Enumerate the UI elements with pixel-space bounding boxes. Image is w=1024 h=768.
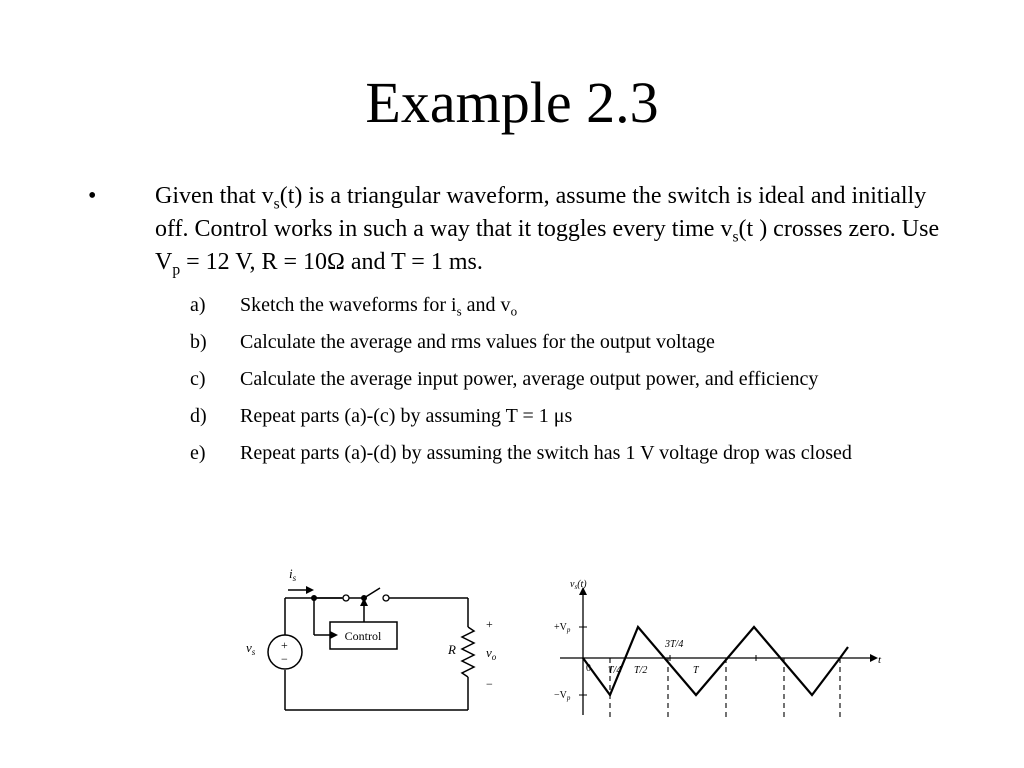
sub-item-text: Repeat parts (a)-(c) by assuming T = 1 μs xyxy=(240,405,573,427)
is-label: $i_s$ xyxy=(289,566,297,583)
tick-3t4: 3T/4 xyxy=(665,639,684,650)
sub-item-text: Calculate the average input power, average output power, and efficiency xyxy=(240,368,819,390)
sub-item-d xyxy=(190,401,910,431)
triangle-waveform xyxy=(583,627,848,695)
sub-item-label: b) xyxy=(190,331,207,353)
main-bullet xyxy=(88,180,948,279)
switch-terminal xyxy=(343,595,349,601)
sub-item-label: c) xyxy=(190,368,206,390)
source-minus: − xyxy=(281,652,288,666)
sub-item-label: d) xyxy=(190,405,207,427)
waveform-plot xyxy=(550,575,890,725)
is-arrow-head xyxy=(306,586,314,594)
tick-t4: T/4 xyxy=(608,665,622,676)
node-dot xyxy=(311,595,317,601)
control-label: Control xyxy=(344,629,382,643)
sub-item-label: a) xyxy=(190,294,206,316)
sub-item-e xyxy=(190,438,910,468)
sub-item-text: Calculate the average and rms values for the output voltage xyxy=(240,331,715,353)
sub-item-a xyxy=(190,290,910,320)
resistor-zigzag xyxy=(462,627,474,677)
circuit-diagram xyxy=(240,560,510,725)
vs-label: $v_s$ xyxy=(246,640,256,657)
out-minus: − xyxy=(486,677,493,691)
r-label: R xyxy=(448,642,456,657)
sub-item-c xyxy=(190,364,910,394)
vo-label: $v_o$ xyxy=(486,645,497,662)
y-axis-label: $v_s(t)$ xyxy=(570,579,587,591)
waveform-svg xyxy=(550,575,890,720)
sub-item-label: e) xyxy=(190,442,206,464)
switch-terminal xyxy=(383,595,389,601)
source-plus: + xyxy=(281,638,288,652)
vp-neg-label: $-V_p$ xyxy=(554,690,571,702)
tick-t: T xyxy=(693,665,699,676)
sub-item-list xyxy=(190,290,910,475)
tick-t2: T/2 xyxy=(634,665,648,676)
t-axis-label: t xyxy=(878,654,882,666)
out-plus: + xyxy=(486,617,493,631)
switch-pivot xyxy=(361,595,367,601)
main-bullet-text: Given that $v_s(t)$ is a triangular waveform, assume the switch is ideal and initially off. Control works in such a way that it toggles every time $v_s(t$ ) crosses zero. Use $V_p = 12$ V, R = 10Ω and T = 1 ms. xyxy=(155,183,940,279)
circuit-svg xyxy=(240,560,510,720)
sub-item-text: Repeat parts (a)-(d) by assuming the switch has 1 V voltage drop was closed xyxy=(240,442,852,464)
origin-label: 0 xyxy=(586,663,591,674)
vp-pos-label: $+V_p$ xyxy=(554,622,571,634)
sub-item-text: Sketch the waveforms for $i_s$ and $v_o$ xyxy=(240,294,518,319)
sub-item-b xyxy=(190,327,910,357)
slide-title: Example 2.3 xyxy=(365,70,659,135)
bullet-dot: • xyxy=(88,183,97,209)
